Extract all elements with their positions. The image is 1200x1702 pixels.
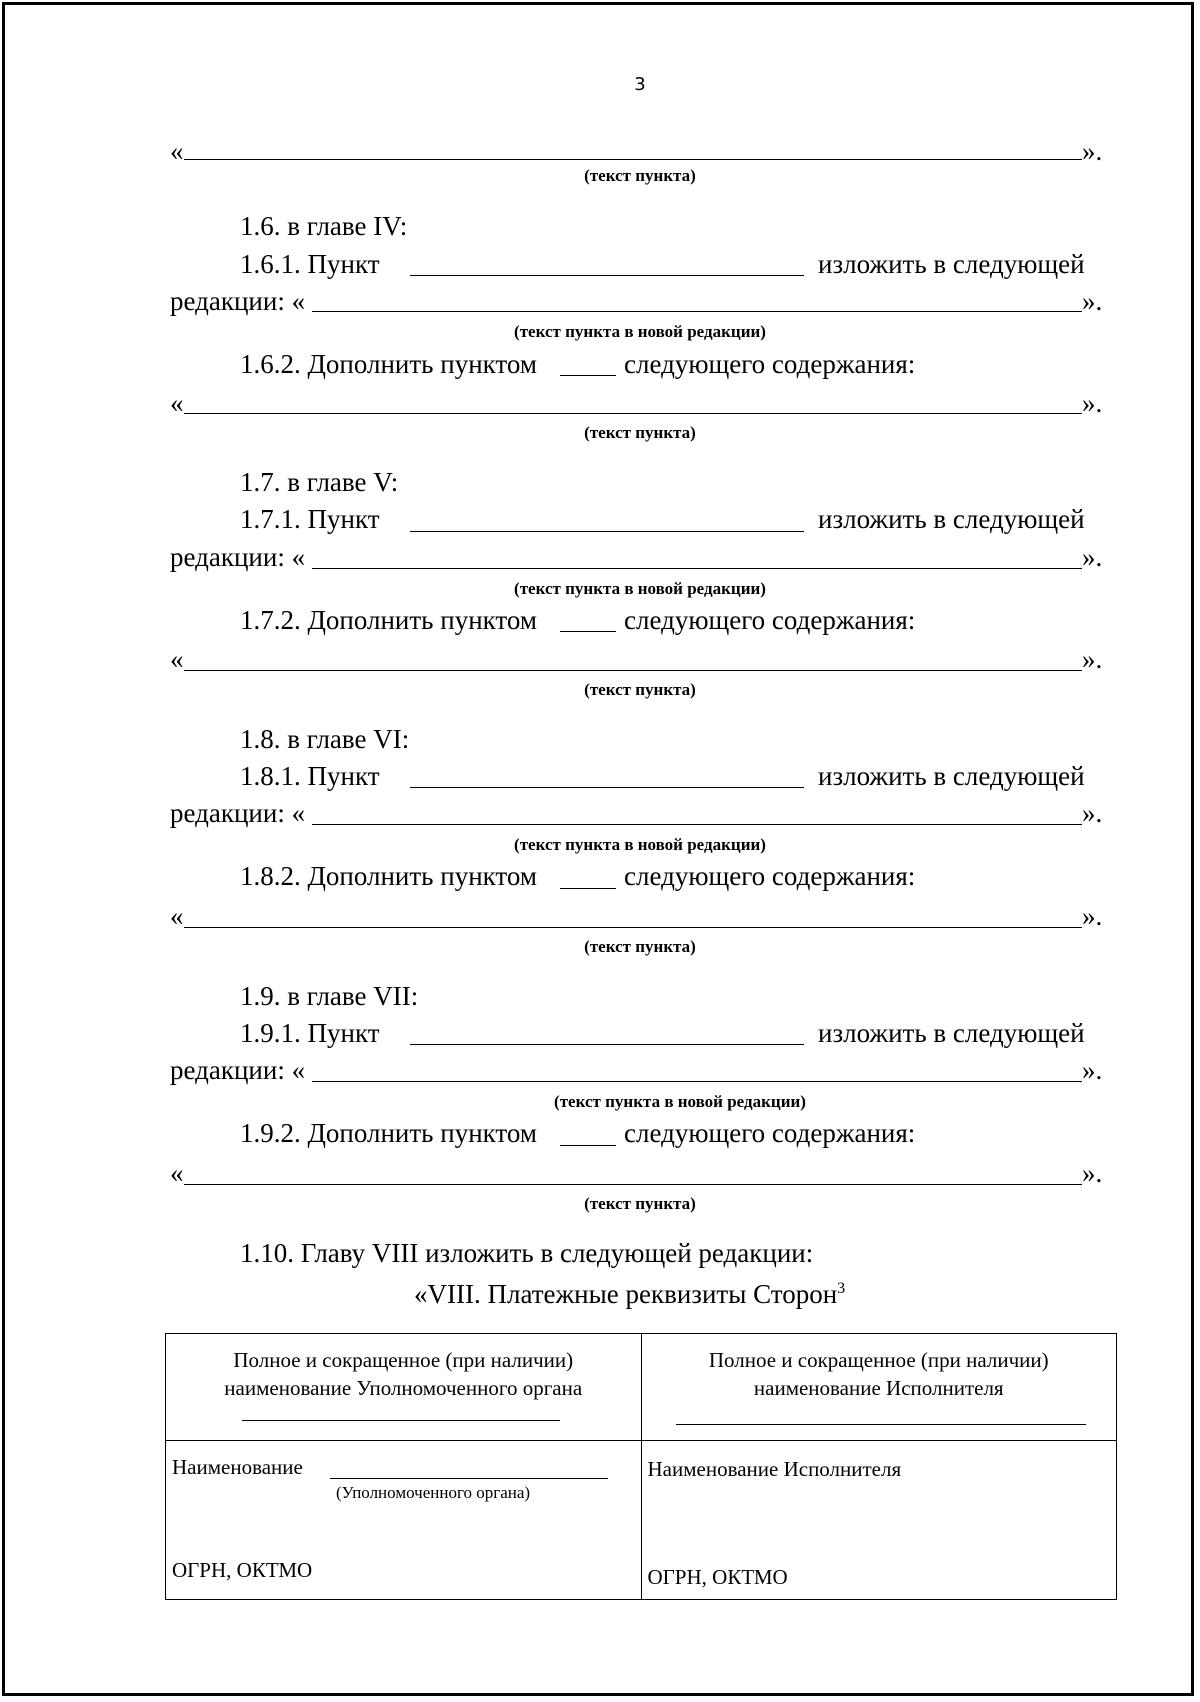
item-tail: изложить в следующей	[818, 761, 1085, 791]
table-header-authority	[166, 1334, 642, 1441]
header-line: Полное и сокращенное (при наличии)	[708, 1348, 1049, 1372]
add-item-text: 1.7.2. Дополнить пунктом	[240, 605, 537, 635]
fill-line	[312, 1081, 1082, 1082]
fill-line	[312, 568, 1082, 569]
caption-new-edition: (текст пункта в новой редакции)	[514, 322, 766, 341]
item-label: 1.9.1. Пункт	[240, 1018, 380, 1048]
fill-line	[410, 531, 804, 532]
table-cell-authority-details	[166, 1441, 642, 1600]
add-item-text: 1.8.2. Дополнить пунктом	[240, 861, 537, 891]
header-line: Полное и сокращенное (при наличии)	[233, 1348, 574, 1372]
table-header-executor	[641, 1334, 1117, 1441]
edition-label: редакции: «	[170, 542, 306, 572]
item-label: 1.8.1. Пункт	[240, 761, 380, 791]
caption-new-edition: (текст пункта в новой редакции)	[514, 579, 766, 598]
page-number: 3	[634, 74, 646, 95]
fill-line	[330, 1478, 608, 1479]
quote-close: ».	[1082, 286, 1103, 316]
fill-line	[184, 413, 1082, 414]
caption-item-text: (текст пункта)	[584, 166, 696, 185]
quote-close: ».	[1082, 1158, 1103, 1188]
fill-line	[312, 311, 1082, 312]
quote-open: «	[170, 388, 184, 418]
fill-line	[242, 1420, 560, 1421]
add-item-text: 1.9.2. Дополнить пунктом	[240, 1118, 537, 1148]
caption-new-edition: (текст пункта в новой редакции)	[514, 835, 766, 854]
ogrn-label: ОГРН, ОКТМО	[647, 1565, 788, 1589]
fill-line	[560, 375, 616, 376]
quote-open: «	[170, 1158, 184, 1188]
item-tail: изложить в следующей	[818, 1018, 1085, 1048]
footnote-marker: 3	[837, 1280, 846, 1297]
fill-line	[410, 275, 804, 276]
quote-close: ».	[1082, 798, 1103, 828]
item-tail: изложить в следующей	[818, 249, 1085, 279]
header-line: наименование Уполномоченного органа	[224, 1376, 583, 1400]
fill-line	[676, 1424, 1086, 1425]
section-heading: 1.8. в главе VI:	[240, 724, 410, 754]
caption-item-text: (текст пункта)	[584, 937, 696, 956]
fill-line	[410, 1044, 804, 1045]
item-label: 1.6.1. Пункт	[240, 249, 380, 279]
quote-close: ».	[1082, 388, 1103, 418]
quote-open: «	[170, 136, 184, 166]
fill-line	[312, 824, 1082, 825]
add-item-text-2: следующего содержания:	[624, 861, 916, 891]
ogrn-label: ОГРН, ОКТМО	[172, 1558, 313, 1582]
quote-close: ».	[1082, 1055, 1103, 1085]
fill-line	[560, 888, 616, 889]
requisites-table	[165, 1333, 1117, 1600]
quote-open: «	[170, 644, 184, 674]
fill-line	[560, 1145, 616, 1146]
edition-label: редакции: «	[170, 798, 306, 828]
add-item-text-2: следующего содержания:	[624, 1118, 916, 1148]
item-tail: изложить в следующей	[818, 504, 1085, 534]
header-line: наименование Исполнителя	[753, 1376, 1004, 1400]
add-item-text: 1.6.2. Дополнить пунктом	[240, 349, 537, 379]
name-label: Наименование	[172, 1455, 303, 1479]
add-item-text-2: следующего содержания:	[624, 349, 916, 379]
edition-label: редакции: «	[170, 1055, 306, 1085]
quote-close: ».	[1082, 136, 1103, 166]
fill-line	[184, 927, 1082, 928]
item-label: 1.7.1. Пункт	[240, 504, 380, 534]
fill-line	[184, 159, 1082, 160]
chapter-title-text: «VIII. Платежные реквизиты Сторон	[414, 1279, 838, 1309]
caption-item-text: (текст пункта)	[584, 1194, 696, 1213]
section-heading: 1.7. в главе V:	[240, 467, 399, 497]
quote-close: ».	[1082, 644, 1103, 674]
quote-open: «	[170, 901, 184, 931]
fill-line	[410, 787, 804, 788]
caption-new-edition: (текст пункта в новой редакции)	[554, 1092, 806, 1111]
fill-line	[560, 631, 616, 632]
add-item-text-2: следующего содержания:	[624, 605, 916, 635]
caption-item-text: (текст пункта)	[584, 680, 696, 699]
name-label: Наименование Исполнителя	[647, 1457, 902, 1481]
quote-close: ».	[1082, 542, 1103, 572]
caption-item-text: (текст пункта)	[584, 423, 696, 442]
fill-line	[184, 670, 1082, 671]
section-heading: 1.9. в главе VII:	[240, 981, 419, 1011]
chapter-title	[414, 1273, 845, 1310]
quote-close: ».	[1082, 901, 1103, 931]
fill-line	[184, 1184, 1082, 1185]
table-cell-executor-details	[641, 1441, 1117, 1600]
edition-label: редакции: «	[170, 286, 306, 316]
name-caption: (Уполномоченного органа)	[336, 1483, 531, 1502]
section-heading: 1.6. в главе IV:	[240, 211, 408, 241]
section-1-10-text: 1.10. Главу VIII изложить в следующей редакции:	[240, 1238, 814, 1268]
